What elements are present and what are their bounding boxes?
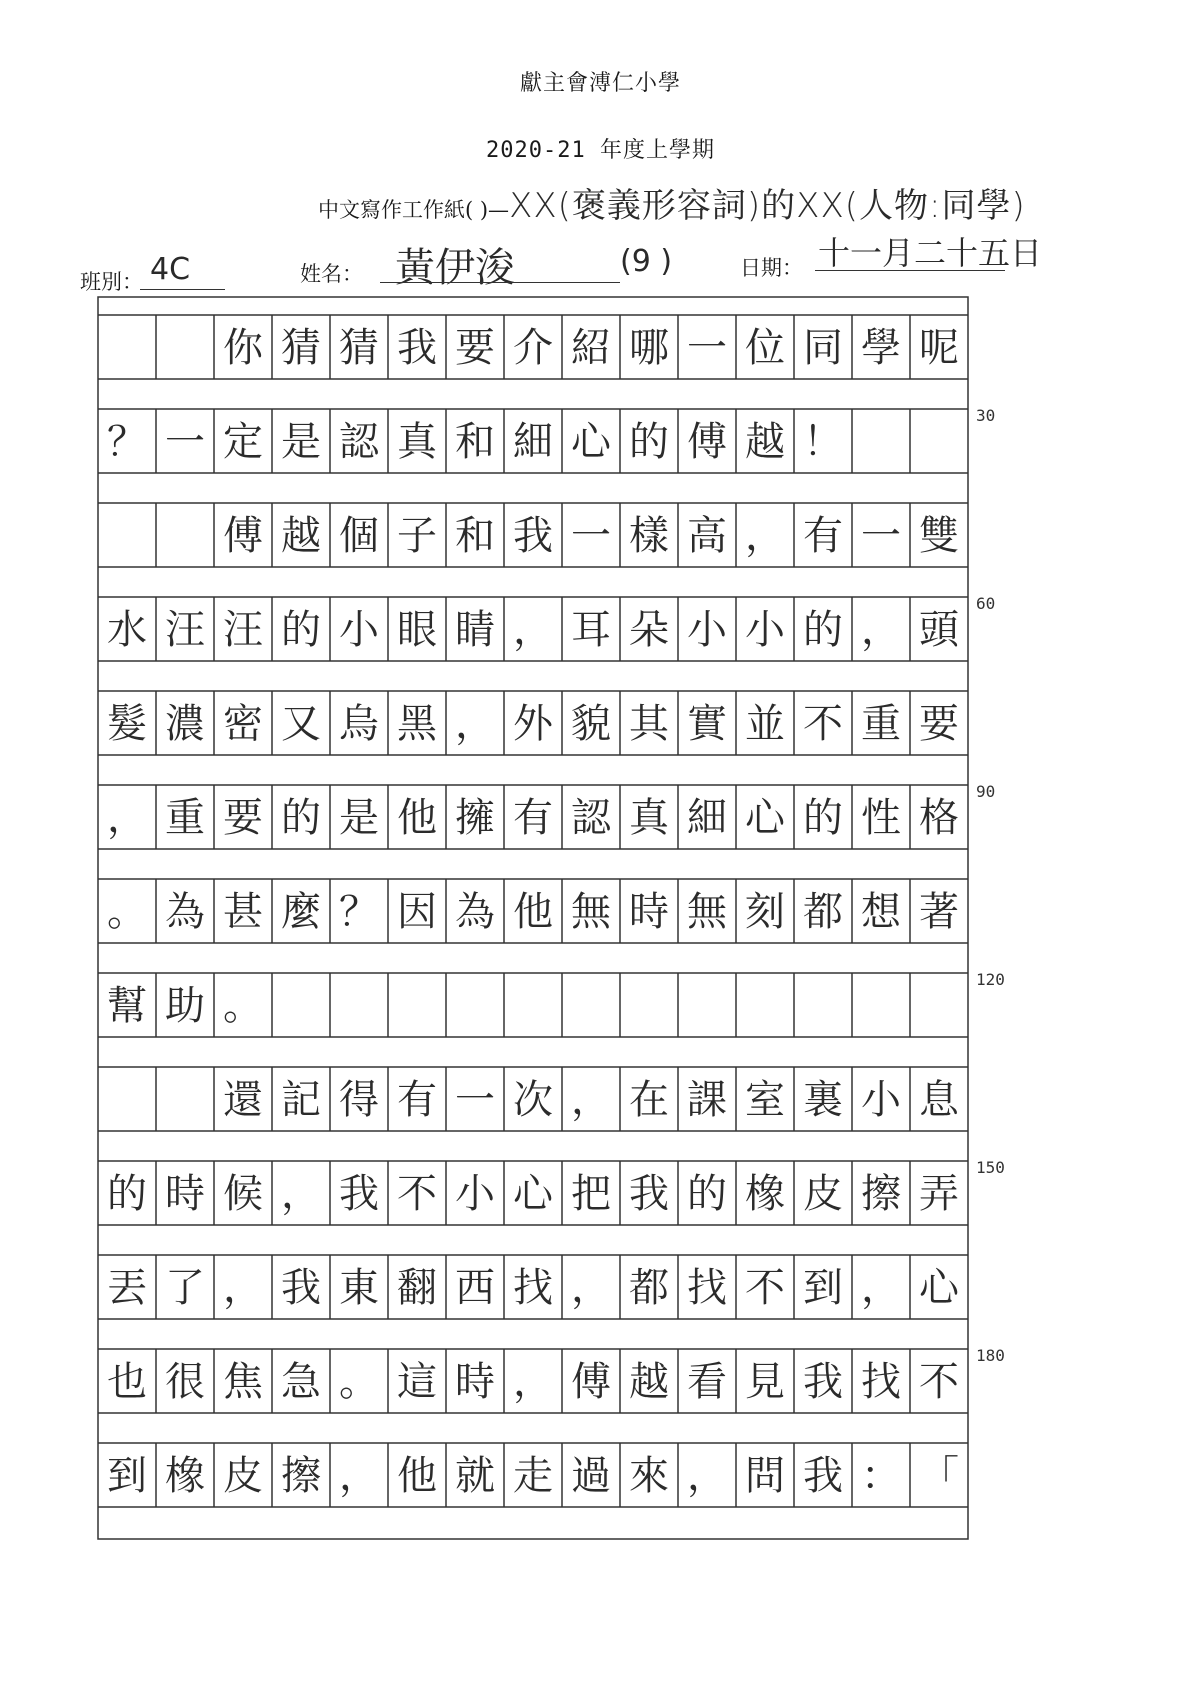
- grid-character: 不: [397, 1171, 437, 1217]
- grid-character: 一: [165, 419, 205, 465]
- grid-character: 皮: [223, 1453, 263, 1499]
- grid-character: 刻: [745, 889, 785, 935]
- grid-character: 要: [919, 701, 959, 747]
- grid-character: 心: [919, 1265, 959, 1311]
- grid-character: 呢: [919, 325, 959, 371]
- grid-character: 的: [687, 1171, 727, 1217]
- grid-character: 樣: [629, 513, 669, 559]
- grid-character: 的: [803, 607, 843, 653]
- grid-character: 要: [455, 325, 495, 371]
- grid-character: 次: [513, 1077, 553, 1123]
- grid-character: 格: [919, 795, 959, 841]
- grid-character: 時: [629, 889, 669, 935]
- grid-character: 找: [687, 1265, 727, 1311]
- grid-character: ？: [339, 889, 379, 935]
- grid-character: ，: [861, 1265, 901, 1311]
- grid-character: 把: [571, 1171, 611, 1217]
- grid-character: 到: [107, 1453, 147, 1499]
- grid-character: 認: [339, 419, 379, 465]
- grid-character: 並: [745, 701, 785, 747]
- grid-character: 弄: [919, 1171, 959, 1217]
- grid-character: 西: [455, 1265, 495, 1311]
- grid-character: 你: [223, 325, 263, 371]
- grid-character: 我: [339, 1171, 379, 1217]
- grid-character: 猜: [281, 325, 321, 371]
- grid-character: 水: [107, 607, 147, 653]
- grid-character: 黑: [397, 701, 437, 747]
- grid-character: 丟: [107, 1265, 147, 1311]
- character-count-marker: 150: [976, 1158, 1005, 1177]
- grid-character: 紹: [571, 325, 611, 371]
- grid-character: 其: [629, 701, 669, 747]
- grid-character: 課: [687, 1077, 727, 1123]
- grid-character: ，: [687, 1453, 727, 1499]
- grid-character: ，: [513, 607, 553, 653]
- grid-character: 焦: [223, 1359, 263, 1405]
- name-label: 姓名：: [300, 262, 363, 286]
- grid-character: 都: [803, 889, 843, 935]
- grid-character: ，: [571, 1265, 611, 1311]
- grid-character: 髮: [107, 701, 147, 747]
- grid-character: 實: [687, 701, 727, 747]
- grid-character: 我: [281, 1265, 321, 1311]
- grid-character: 東: [339, 1265, 379, 1311]
- grid-character: 位: [745, 325, 785, 371]
- worksheet-topic: XX(褒義形容詞)的XX(人物:同學): [509, 186, 1026, 226]
- grid-character: 性: [861, 795, 901, 841]
- grid-character: ，: [339, 1453, 379, 1499]
- grid-character: 著: [919, 889, 959, 935]
- grid-character: 小: [339, 607, 379, 653]
- class-value: 4C: [150, 252, 191, 287]
- grid-character: ？: [107, 419, 147, 465]
- grid-character: 個: [339, 513, 379, 559]
- grid-character: 有: [803, 513, 843, 559]
- grid-character: 貌: [571, 701, 611, 747]
- grid-character: 一: [687, 325, 727, 371]
- grid-character: 又: [281, 701, 321, 747]
- grid-character: 為: [455, 889, 495, 935]
- grid-character: 「: [919, 1453, 959, 1499]
- grid-character: 是: [339, 795, 379, 841]
- grid-character: ，: [281, 1171, 321, 1217]
- grid-character: 眼: [397, 607, 437, 653]
- grid-character: ，: [745, 513, 785, 559]
- grid-character: 皮: [803, 1171, 843, 1217]
- character-count-marker: 90: [976, 782, 996, 801]
- grid-character: 了: [165, 1265, 205, 1311]
- grid-character: 助: [165, 983, 205, 1029]
- grid-character: 他: [513, 889, 553, 935]
- grid-character: 我: [629, 1171, 669, 1217]
- grid-character: 橡: [745, 1171, 785, 1217]
- grid-character: 越: [281, 513, 321, 559]
- grid-character: 一: [571, 513, 611, 559]
- grid-character: 。: [339, 1359, 379, 1405]
- grid-character: 是: [281, 419, 321, 465]
- grid-character: 裏: [803, 1077, 843, 1123]
- grid-character: 烏: [339, 701, 379, 747]
- grid-character: 小: [687, 607, 727, 653]
- grid-character: 候: [223, 1171, 263, 1217]
- grid-character: 擁: [455, 795, 495, 841]
- grid-character: 無: [571, 889, 611, 935]
- grid-character: 這: [397, 1359, 437, 1405]
- grid-character: 走: [513, 1453, 553, 1499]
- grid-character: 我: [513, 513, 553, 559]
- grid-character: 汪: [165, 607, 205, 653]
- grid-character: 還: [223, 1077, 263, 1123]
- grid-character: 擦: [281, 1453, 321, 1499]
- class-label: 班別：: [80, 270, 143, 294]
- grid-character: 傅: [571, 1359, 611, 1405]
- grid-character: 因: [397, 889, 437, 935]
- term-title: 2020-21 年度上學期: [486, 138, 715, 163]
- grid-character: 細: [513, 419, 553, 465]
- grid-character: 無: [687, 889, 727, 935]
- grid-character: 心: [745, 795, 785, 841]
- grid-character: 不: [803, 701, 843, 747]
- grid-character: 定: [223, 419, 263, 465]
- grid-character: 頭: [919, 607, 959, 653]
- grid-character: 急: [281, 1359, 321, 1405]
- grid-character: 越: [745, 419, 785, 465]
- grid-character: 。: [107, 889, 147, 935]
- grid-character: 傅: [223, 513, 263, 559]
- grid-character: 我: [803, 1453, 843, 1499]
- character-count-marker: 180: [976, 1346, 1005, 1365]
- grid-character: 有: [397, 1077, 437, 1123]
- grid-character: 記: [281, 1077, 321, 1123]
- grid-character: 翻: [397, 1265, 437, 1311]
- grid-character: 橡: [165, 1453, 205, 1499]
- grid-character: 要: [223, 795, 263, 841]
- grid-character: 我: [397, 325, 437, 371]
- grid-character: 高: [687, 513, 727, 559]
- grid-character: 甚: [223, 889, 263, 935]
- grid-character: 見: [745, 1359, 785, 1405]
- grid-character: 真: [397, 419, 437, 465]
- grid-character: 為: [165, 889, 205, 935]
- character-count-marker: 30: [976, 406, 996, 425]
- grid-character: 我: [803, 1359, 843, 1405]
- grid-character: 密: [223, 701, 263, 747]
- grid-character: ，: [571, 1077, 611, 1123]
- grid-character: 學: [861, 325, 901, 371]
- grid-character: 心: [571, 419, 611, 465]
- grid-character: 重: [861, 701, 901, 747]
- grid-character: 哪: [629, 325, 669, 371]
- grid-character: 在: [629, 1077, 669, 1123]
- grid-character: 認: [571, 795, 611, 841]
- character-count-marker: 60: [976, 594, 996, 613]
- grid-character: 過: [571, 1453, 611, 1499]
- name-value: 黃伊浚: [395, 245, 515, 291]
- grid-character: 一: [455, 1077, 495, 1123]
- grid-character: 找: [513, 1265, 553, 1311]
- grid-character: 很: [165, 1359, 205, 1405]
- grid-character: 。: [223, 983, 263, 1029]
- grid-character: 一: [861, 513, 901, 559]
- grid-character: 問: [745, 1453, 785, 1499]
- grid-character: 他: [397, 795, 437, 841]
- grid-character: 的: [629, 419, 669, 465]
- grid-character: ！: [803, 419, 843, 465]
- grid-character: ，: [861, 607, 901, 653]
- grid-character: 不: [919, 1359, 959, 1405]
- grid-character: 重: [165, 795, 205, 841]
- student-number: (9 ): [620, 244, 673, 279]
- grid-character: ，: [455, 701, 495, 747]
- grid-character: 細: [687, 795, 727, 841]
- grid-character: 和: [455, 419, 495, 465]
- grid-character: 來: [629, 1453, 669, 1499]
- grid-character: 有: [513, 795, 553, 841]
- grid-character: 的: [107, 1171, 147, 1217]
- grid-character: ，: [107, 795, 147, 841]
- grid-character: 濃: [165, 701, 205, 747]
- grid-character: 息: [919, 1077, 959, 1123]
- grid-character: 也: [107, 1359, 147, 1405]
- grid-character: 不: [745, 1265, 785, 1311]
- grid-character: 他: [397, 1453, 437, 1499]
- grid-character: ，: [223, 1265, 263, 1311]
- grid-character: 的: [281, 795, 321, 841]
- grid-character: 擦: [861, 1171, 901, 1217]
- grid-character: ，: [513, 1359, 553, 1405]
- grid-character: 想: [861, 889, 901, 935]
- grid-character: 外: [513, 701, 553, 747]
- grid-character: 的: [803, 795, 843, 841]
- grid-character: 找: [861, 1359, 901, 1405]
- grid-character: 室: [745, 1077, 785, 1123]
- grid-character: 汪: [223, 607, 263, 653]
- grid-character: 朵: [629, 607, 669, 653]
- grid-character: 小: [861, 1077, 901, 1123]
- grid-character: 和: [455, 513, 495, 559]
- grid-character: 的: [281, 607, 321, 653]
- grid-character: 都: [629, 1265, 669, 1311]
- grid-character: 麼: [281, 889, 321, 935]
- grid-character: 介: [513, 325, 553, 371]
- grid-character: 耳: [571, 607, 611, 653]
- school-name: 獻主會溥仁小學: [519, 71, 681, 96]
- grid-character: 小: [745, 607, 785, 653]
- grid-character: 幫: [107, 983, 147, 1029]
- date-label: 日期：: [740, 256, 803, 280]
- grid-character: 看: [687, 1359, 727, 1405]
- grid-character: 心: [513, 1171, 553, 1217]
- date-value: 十一月二十五日: [818, 234, 1043, 272]
- grid-character: 雙: [919, 513, 959, 559]
- grid-character: 同: [803, 325, 843, 371]
- grid-character: 傅: [687, 419, 727, 465]
- grid-character: ：: [861, 1453, 901, 1499]
- grid-character: 越: [629, 1359, 669, 1405]
- grid-character: 真: [629, 795, 669, 841]
- grid-character: 睛: [455, 607, 495, 653]
- grid-character: 子: [397, 513, 437, 559]
- grid-character: 猜: [339, 325, 379, 371]
- worksheet-label: 中文寫作工作紙( )—: [318, 198, 510, 222]
- grid-character: 得: [339, 1077, 379, 1123]
- grid-character: 時: [455, 1359, 495, 1405]
- character-count-marker: 120: [976, 970, 1005, 989]
- grid-character: 時: [165, 1171, 205, 1217]
- grid-character: 到: [803, 1265, 843, 1311]
- grid-character: 小: [455, 1171, 495, 1217]
- grid-character: 就: [455, 1453, 495, 1499]
